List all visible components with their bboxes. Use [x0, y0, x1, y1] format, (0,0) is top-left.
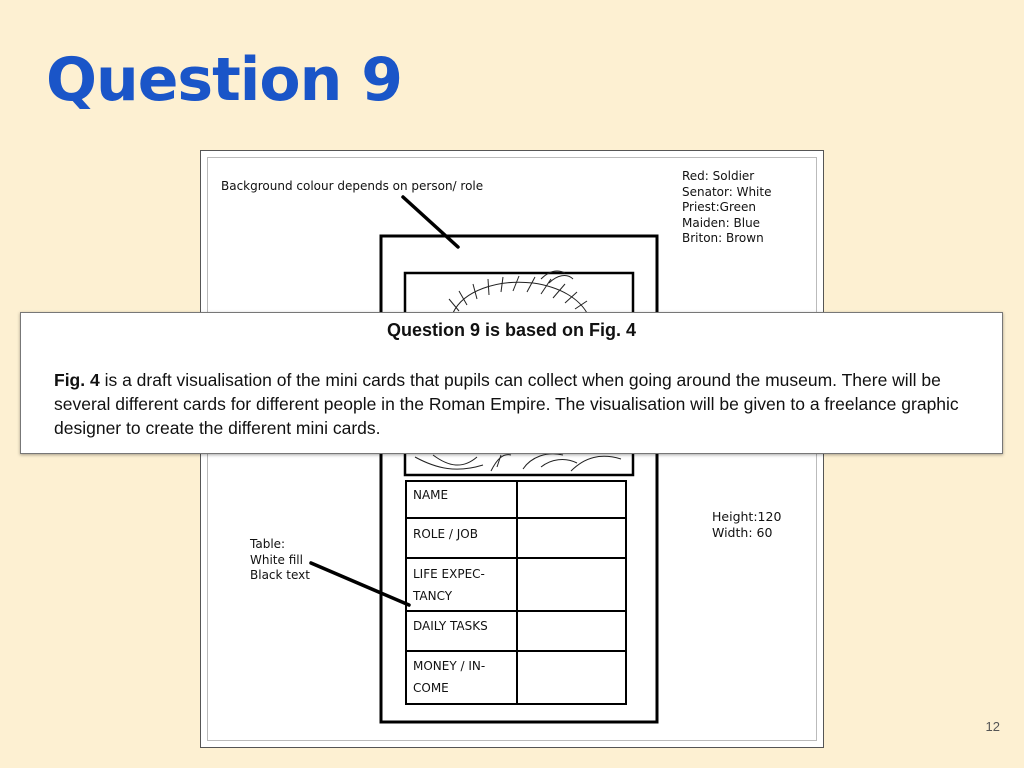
table-arrow	[311, 563, 409, 605]
color-key-item: Briton: Brown	[682, 231, 764, 245]
card-row-name	[413, 484, 448, 506]
card-row-role	[413, 523, 478, 545]
color-key-item: Red: Soldier	[682, 169, 755, 183]
background-colour-note: Background colour depends on person/ role	[221, 179, 484, 193]
card-row-label: NAME	[413, 488, 449, 502]
color-key-item: Priest:Green	[682, 200, 757, 214]
card-row-label: LIFE EXPEC-	[413, 567, 485, 581]
table-note-line: White fill	[250, 552, 303, 567]
figure-sketch-bottom	[415, 454, 621, 471]
overlay-text: is a draft visualisation of the mini cards that pupils can collect when going around the museum. There will be several different cards for different people in the Roman Empire. The visualisation will be given to a freelance graphic designer to create the different mini cards.	[54, 370, 959, 438]
size-note-line: Width: 60	[712, 524, 773, 540]
color-key-item: Maiden: Blue	[682, 215, 761, 230]
card-row-money	[413, 655, 485, 699]
background-arrow	[403, 197, 458, 247]
card-row-label: ROLE / JOB	[413, 527, 478, 541]
size-note-line: Height:120	[712, 509, 782, 524]
table-note-line: Black text	[250, 568, 310, 582]
sun-sketch	[449, 271, 587, 313]
overlay-body	[54, 368, 984, 440]
card-row-label: DAILY TASKS	[413, 619, 488, 633]
overlay-heading: Question 9 is based on Fig. 4	[386, 320, 637, 340]
card-row-label: TANCY	[413, 589, 453, 603]
color-key-item: Senator: White	[682, 184, 772, 199]
card-row-label: COME	[413, 681, 449, 695]
card-row-life-expectancy	[413, 563, 485, 607]
table-note-line: Table:	[250, 537, 286, 551]
question-overlay	[20, 312, 1003, 454]
slide-title: Question 9	[46, 45, 402, 115]
card-row-label: MONEY / IN-	[413, 659, 486, 673]
card-row-daily-tasks	[413, 615, 488, 637]
overlay-lead: Fig. 4	[54, 370, 100, 390]
page-number: 12	[985, 719, 1000, 734]
